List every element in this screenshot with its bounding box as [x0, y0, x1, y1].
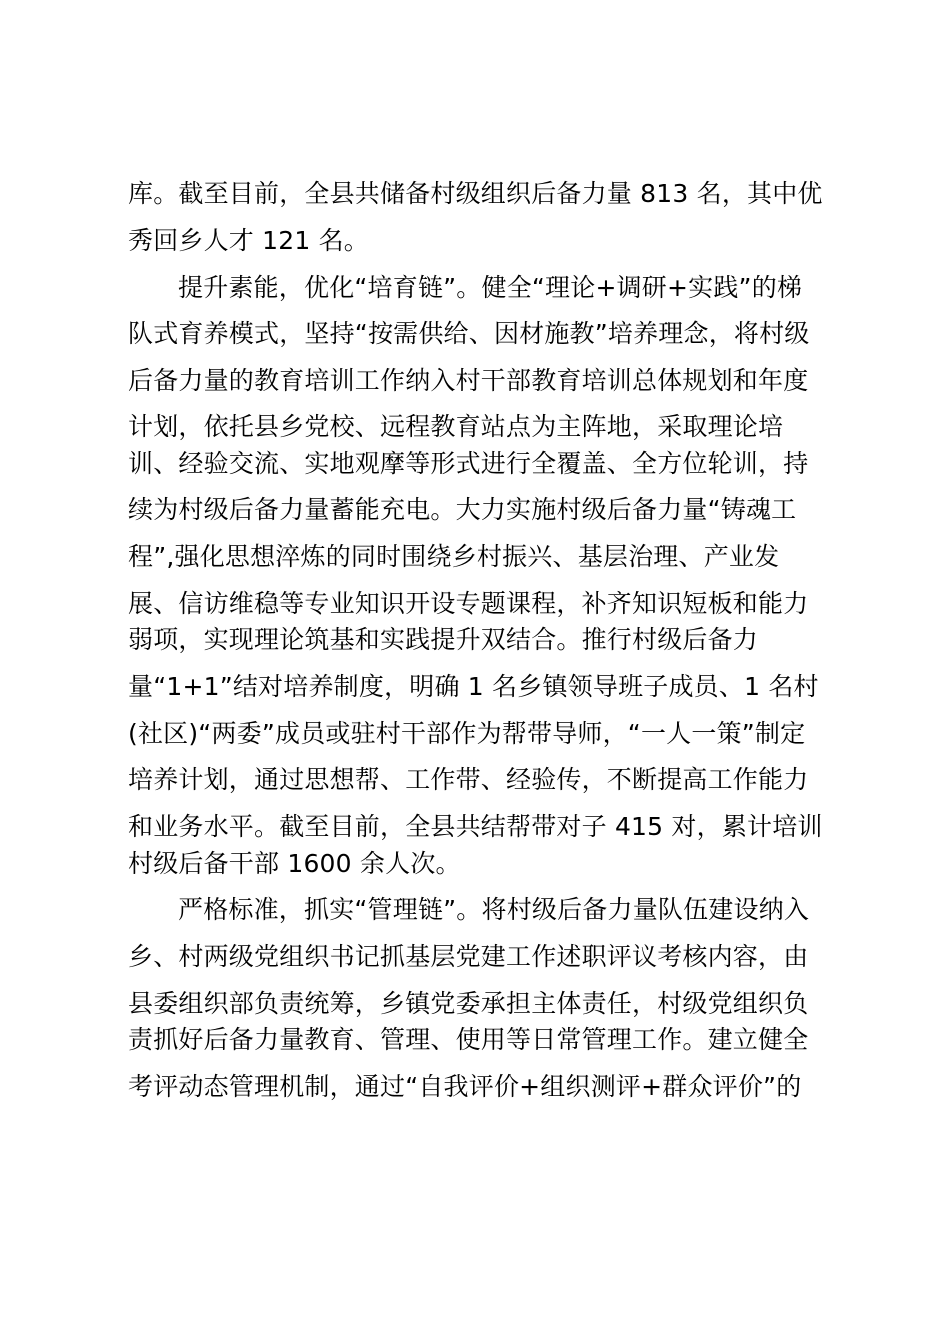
text-line-16: 村级后备干部 1600 余人次。: [128, 849, 461, 878]
text-line-6: 计划，依托县乡党校、远程教育站点为主阵地，采取理论培: [128, 412, 784, 441]
text-line-15: 和业务水平。截至目前，全县共结帮带对子 415 对，累计培训: [128, 812, 823, 841]
text-line-4: 队式育养模式，坚持“按需供给、因材施教”培养理念，将村级: [128, 319, 810, 348]
text-line-20: 责抓好后备力量教育、管理、使用等日常管理工作。建立健全: [128, 1025, 809, 1054]
text-line-12: 量“1+1”结对培养制度，明确 1 名乡镇领导班子成员、1 名村: [128, 672, 819, 701]
text-line-13: (社区)“两委”成员或驻村干部作为帮带导师，“一人一策”制定: [128, 719, 806, 748]
paragraph-heading-cultivation: 提升素能，优化“培育链”。健全“理论+调研+实践”的梯: [178, 273, 803, 302]
text-line-11: 弱项，实现理论筑基和实践提升双结合。推行村级后备力: [128, 625, 759, 654]
text-line-5: 后备力量的教育培训工作纳入村干部教育培训总体规划和年度: [128, 366, 809, 395]
text-line-9: 程”,强化思想淬炼的同时围绕乡村振兴、基层治理、产业发: [128, 542, 780, 571]
text-line-8: 续为村级后备力量蓄能充电。大力实施村级后备力量“铸魂工: [128, 495, 797, 524]
text-line-18: 乡、村两级党组织书记抓基层党建工作述职评议考核内容，由: [128, 942, 809, 971]
text-line-10: 展、信访维稳等专业知识开设专题课程，补齐知识短板和能力: [128, 589, 809, 618]
text-line-2: 秀回乡人才 121 名。: [128, 226, 370, 255]
paragraph-heading-management: 严格标准，抓实“管理链”。将村级后备力量队伍建设纳入: [178, 895, 810, 924]
text-line-1: 库。截至目前，全县共储备村级组织后备力量 813 名，其中优: [128, 179, 823, 208]
text-line-21: 考评动态管理机制，通过“自我评价+组织测评+群众评价”的: [128, 1072, 802, 1101]
text-line-7: 训、经验交流、实地观摩等形式进行全覆盖、全方位轮训，持: [128, 449, 809, 478]
text-line-19: 县委组织部负责统筹，乡镇党委承担主体责任，村级党组织负: [128, 989, 809, 1018]
text-line-14: 培养计划，通过思想帮、工作带、经验传，不断提高工作能力: [128, 765, 809, 794]
